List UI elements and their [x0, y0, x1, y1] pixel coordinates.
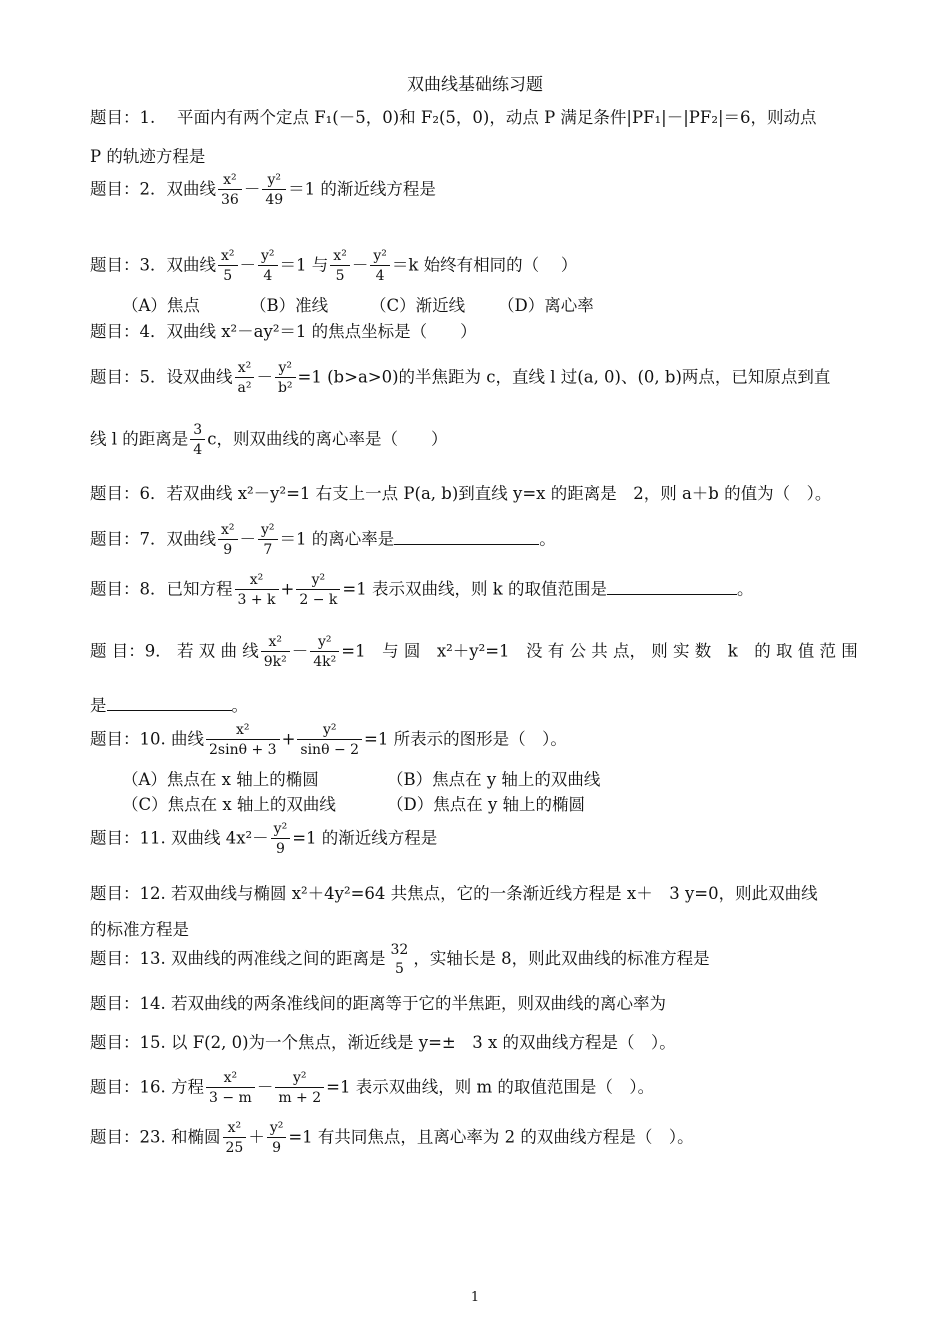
operator: +: [280, 579, 295, 599]
question-7-suffix: ＝1 的离心率是: [279, 529, 395, 549]
question-7-prefix: 题目：7．双曲线: [90, 529, 216, 549]
denominator: 49: [265, 192, 284, 208]
question-9-line-2-text: 是: [90, 696, 107, 715]
question-9: [90, 634, 890, 670]
fraction: [370, 248, 390, 284]
operator: +: [281, 729, 296, 749]
question-16-suffix: =1 表示双曲线，则 m 的取值范围是（ ）。: [326, 1077, 655, 1097]
question-11-prefix: 题目：11. 双曲线 4x²－: [90, 828, 269, 848]
denominator: 3 − m: [209, 1090, 252, 1106]
option-c: （C）渐近线: [370, 296, 466, 315]
denominator: 36: [221, 192, 239, 208]
numerator: y²: [275, 1070, 324, 1088]
question-2-prefix: 题目：2．双曲线: [90, 179, 216, 199]
denominator: 5: [335, 268, 345, 284]
question-5-line-2-suffix: c，则双曲线的离心率是（ ）: [207, 429, 448, 449]
fraction: [388, 942, 412, 977]
question-15: 题目：15. 以 F(2, 0)为一个焦点，渐近线是 y=± 3 x 的双曲线方程是（ ）。: [90, 1033, 676, 1052]
question-10-options-row-1: [122, 766, 922, 790]
numerator: y²: [296, 572, 340, 590]
denominator: 5: [394, 961, 404, 977]
numerator: y²: [262, 172, 286, 190]
document-title: 双曲线基础练习题: [407, 75, 543, 95]
denominator: 2sinθ + 3: [209, 742, 277, 758]
question-13-prefix: 题目：13. 双曲线的两准线之间的距离是: [90, 949, 386, 968]
question-12-line-2: 的标准方程是: [90, 920, 189, 939]
denominator: 4: [193, 442, 203, 458]
question-5-suffix: =1 (b>a>0)的半焦距为 c，直线 l 过(a, 0)、(0, b)两点，已知原点到直: [297, 367, 831, 387]
question-5-line-2: [90, 422, 890, 458]
question-5-line-2-prefix: 线 l 的距离是: [90, 429, 189, 449]
numerator: y²: [297, 722, 362, 740]
option-b: （B）焦点在 y 轴上的双曲线: [387, 770, 601, 789]
denominator: 2 − k: [299, 592, 338, 608]
operator: ＋: [248, 1127, 265, 1147]
option-d: （D）离心率: [498, 296, 594, 315]
question-9-line-2: [90, 692, 890, 716]
numerator: x²: [218, 248, 238, 266]
fraction: [235, 572, 279, 608]
question-14: 题目：14. 若双曲线的两条准线间的距离等于它的半焦距，则双曲线的离心率为: [90, 994, 666, 1013]
fraction: [275, 360, 296, 396]
question-13-suffix: ，实轴长是 8，则此双曲线的标准方程是: [413, 949, 710, 968]
fraction: [218, 172, 242, 208]
denominator: sinθ − 2: [300, 742, 360, 758]
question-1-line-1: 题目：1. 平面内有两个定点 F₁(－5，0)和 F₂(5，0)，动点 P 满足条件|PF₁|－|PF₂|＝6，则动点: [90, 108, 817, 127]
question-3: [90, 248, 890, 284]
denominator: 25: [225, 1140, 244, 1156]
fraction: [235, 360, 255, 396]
fraction: [296, 572, 340, 608]
option-b: （B）准线: [250, 296, 329, 315]
fraction: [275, 1070, 324, 1106]
answer-blank[interactable]: [394, 530, 539, 545]
question-8-suffix: =1 表示双曲线，则 k 的取值范围是: [342, 579, 607, 599]
numerator: x²: [218, 172, 242, 190]
fraction: [271, 821, 291, 857]
denominator: 9: [272, 1140, 282, 1156]
question-10-prefix: 题目：10. 曲线: [90, 729, 204, 749]
answer-blank[interactable]: [607, 580, 737, 595]
operator: －: [239, 529, 257, 549]
question-23: [90, 1120, 890, 1156]
question-16-prefix: 题目：16. 方程: [90, 1077, 204, 1097]
fraction: [218, 248, 238, 284]
numerator: x²: [206, 1070, 255, 1088]
numerator: y²: [310, 634, 339, 652]
question-11-suffix: =1 的渐近线方程是: [292, 828, 438, 848]
question-2: [90, 172, 890, 208]
denominator: a²: [237, 380, 252, 396]
fraction: [223, 1120, 247, 1156]
question-1-line-2: P 的轨迹方程是: [90, 147, 206, 166]
question-5-prefix: 题目：5．设双曲线: [90, 367, 233, 387]
question-3-mid: ＝1 与: [279, 255, 329, 275]
fraction: [310, 634, 339, 670]
option-c: （C）焦点在 x 轴上的双曲线: [122, 795, 336, 814]
question-2-suffix: ＝1 的渐近线方程是: [288, 179, 436, 199]
question-12-line-1: 题目：12. 若双曲线与椭圆 x²＋4y²=64 共焦点，它的一条渐近线方程是 x＋ 3 y=0，则此双曲线: [90, 884, 818, 903]
question-4: 题目：4．双曲线 x²－ay²＝1 的焦点坐标是（ ）: [90, 322, 477, 341]
question-8-end: 。: [736, 579, 754, 599]
page-number: 1: [470, 1290, 480, 1305]
denominator: b²: [277, 380, 293, 396]
question-10-options-row-2: [122, 791, 922, 815]
question-9-prefix: 题 目：9． 若 双 曲 线: [90, 641, 259, 661]
numerator: y²: [275, 360, 296, 378]
question-8-prefix: 题目：8．已知方程: [90, 579, 233, 599]
fraction: [258, 248, 278, 284]
numerator: y²: [267, 1120, 287, 1138]
operator: －: [239, 255, 257, 275]
denominator: 4: [263, 268, 273, 284]
denominator: 7: [263, 542, 273, 558]
fraction: [261, 634, 290, 670]
denominator: 9: [275, 841, 285, 857]
numerator: y²: [271, 821, 291, 839]
question-3-prefix: 题目：3．双曲线: [90, 255, 216, 275]
denominator: 4: [375, 268, 385, 284]
numerator: x²: [261, 634, 290, 652]
denominator: 5: [223, 268, 233, 284]
question-10-suffix: =1 所表示的图形是（ ）。: [364, 729, 567, 749]
fraction: [218, 522, 238, 558]
denominator: 9: [223, 542, 233, 558]
question-11: [90, 821, 890, 857]
fraction: [297, 722, 362, 758]
question-16: [90, 1070, 890, 1106]
question-13: [90, 942, 890, 977]
question-9-suffix: =1 与 圆 x²＋y²=1 没 有 公 共 点， 则 实 数 k 的 取 值 范 围: [341, 641, 858, 661]
fraction: [262, 172, 286, 208]
numerator: x²: [235, 360, 255, 378]
question-7: [90, 522, 890, 558]
question-8: [90, 572, 890, 608]
operator: －: [256, 367, 273, 387]
denominator: m + 2: [278, 1090, 322, 1106]
question-5: [90, 360, 890, 396]
answer-blank[interactable]: [107, 696, 232, 711]
question-23-prefix: 题目：23. 和椭圆: [90, 1127, 221, 1147]
question-10: [90, 722, 890, 758]
numerator: x²: [223, 1120, 247, 1138]
operator: －: [291, 641, 309, 661]
question-23-suffix: =1 有共同焦点，且离心率为 2 的双曲线方程是（ ）。: [288, 1127, 694, 1147]
denominator: 4k²: [313, 654, 337, 670]
operator: －: [256, 1077, 274, 1097]
option-a: （A）焦点: [122, 296, 200, 315]
numerator: x²: [330, 248, 350, 266]
denominator: 9k²: [263, 654, 287, 670]
question-7-end: 。: [539, 529, 556, 549]
numerator: y²: [258, 522, 278, 540]
fraction: [206, 1070, 255, 1106]
fraction: [190, 422, 205, 458]
operator: －: [351, 255, 369, 275]
numerator: x²: [235, 572, 279, 590]
fraction: [267, 1120, 287, 1156]
question-9-end: 。: [231, 696, 248, 715]
numerator: x²: [206, 722, 280, 740]
fraction: [258, 522, 278, 558]
fraction: [206, 722, 280, 758]
fraction: [330, 248, 350, 284]
option-d: （D）焦点在 y 轴上的椭圆: [387, 795, 586, 814]
denominator: 3 + k: [237, 592, 276, 608]
numerator: 3: [190, 422, 205, 440]
option-a: （A）焦点在 x 轴上的椭圆: [122, 770, 319, 789]
operator: －: [243, 179, 261, 199]
numerator: y²: [370, 248, 390, 266]
question-3-suffix: ＝k 始终有相同的（ ）: [391, 255, 578, 275]
question-6: 题目：6．若双曲线 x²－y²=1 右支上一点 P(a, b)到直线 y=x 的距离是 2，则 a＋b 的值为（ ）。: [90, 484, 832, 503]
numerator: x²: [218, 522, 238, 540]
numerator: y²: [258, 248, 278, 266]
numerator: 32: [390, 942, 409, 958]
question-3-options: [122, 292, 922, 316]
